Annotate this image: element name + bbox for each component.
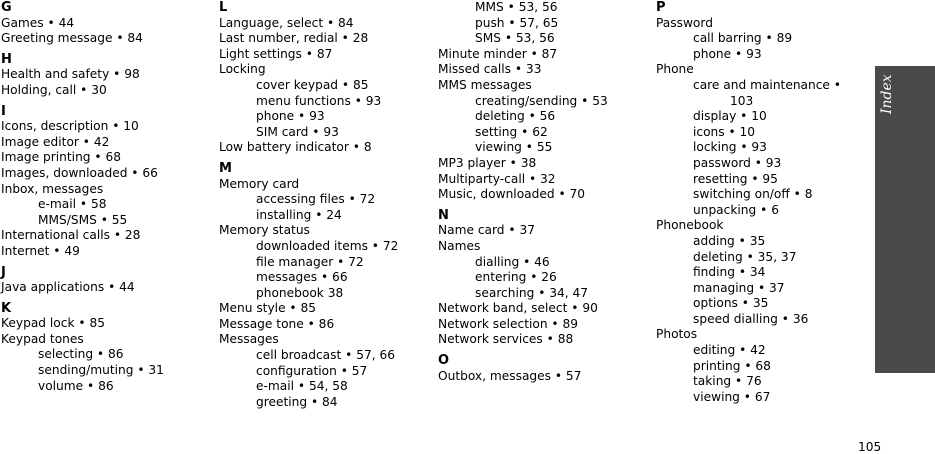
index-subentry: finding • 34	[693, 265, 766, 280]
index-subentry: greeting • 84	[256, 394, 338, 409]
index-entry: MMS messages	[438, 77, 532, 92]
index-entry: Images, downloaded • 66	[1, 165, 158, 180]
index-entry: Message tone • 86	[219, 316, 335, 331]
index-entry: Phonebook	[656, 218, 724, 233]
index-entry: Missed calls • 33	[438, 62, 542, 77]
index-subentry: managing • 37	[693, 280, 785, 295]
index-subentry: printing • 68	[693, 358, 771, 373]
index-entry: International calls • 28	[1, 228, 141, 243]
index-entry: Outbox, messages • 57	[438, 368, 582, 383]
index-entry: Icons, description • 10	[1, 119, 139, 134]
index-subentry: cover keypad • 85	[256, 77, 369, 92]
index-entry: Holding, call • 30	[1, 82, 107, 97]
index-entry: Menu style • 85	[219, 301, 317, 316]
index-subentry: e-mail • 54, 58	[256, 379, 348, 394]
index-subentry: deleting • 35, 37	[693, 249, 797, 264]
index-subentry: phonebook 38	[256, 285, 344, 300]
index-subentry: call barring • 89	[693, 31, 793, 46]
index-subentry: deleting • 56	[475, 109, 556, 124]
index-entry: Minute minder • 87	[438, 46, 558, 61]
index-entry: Last number, redial • 28	[219, 31, 369, 46]
index-subentry: resetting • 95	[693, 171, 778, 186]
index-subentry: dialling • 46	[475, 254, 550, 269]
index-subentry: MMS • 53, 56	[475, 0, 558, 14]
index-subentry: viewing • 55	[475, 140, 553, 155]
index-entry: Light settings • 87	[219, 46, 333, 61]
index-entry: Greeting message • 84	[1, 31, 143, 46]
index-subentry: entering • 26	[475, 270, 557, 285]
index-subentry: selecting • 86	[38, 347, 124, 362]
side-tab-label: Index	[879, 74, 895, 114]
index-entry: Phone	[656, 62, 694, 77]
index-subentry: volume • 86	[38, 378, 114, 393]
index-subentry: file manager • 72	[256, 254, 364, 269]
index-entry: MP3 player • 38	[438, 155, 537, 170]
index-letter-heading: H	[1, 51, 12, 67]
index-subentry: push • 57, 65	[475, 15, 559, 30]
index-subentry: messages • 66	[256, 270, 348, 285]
index-subentry: searching • 34, 47	[475, 285, 589, 300]
index-entry: Image editor • 42	[1, 134, 110, 149]
index-subentry: icons • 10	[693, 124, 756, 139]
index-entry: Music, downloaded • 70	[438, 187, 586, 202]
index-entry: Photos	[656, 327, 698, 342]
index-subentry: password • 93	[693, 155, 782, 170]
index-subentry: e-mail • 58	[38, 197, 107, 212]
index-entry: Name card • 37	[438, 223, 535, 238]
index-subentry: unpacking • 6	[693, 202, 779, 217]
index-subentry: downloaded items • 72	[256, 238, 399, 253]
index-subentry: phone • 93	[256, 109, 325, 124]
index-letter-heading: P	[656, 0, 666, 15]
index-entry: Low battery indicator • 8	[219, 140, 372, 155]
index-subentry: SMS • 53, 56	[475, 31, 555, 46]
index-subentry: taking • 76	[693, 374, 762, 389]
index-entry: Keypad tones	[1, 331, 84, 346]
index-entry: Network band, select • 90	[438, 301, 598, 316]
index-subentry: display • 10	[693, 109, 767, 124]
index-entry: Games • 44	[1, 15, 75, 30]
index-letter-heading: G	[1, 0, 12, 15]
index-letter-heading: J	[1, 264, 6, 280]
index-entry: Network services • 88	[438, 332, 574, 347]
index-subentry: SIM card • 93	[256, 124, 339, 139]
index-subentry: installing • 24	[256, 207, 342, 222]
index-entry: Network selection • 89	[438, 316, 578, 331]
index-letter-heading: O	[438, 353, 450, 369]
index-subentry: MMS/SMS • 55	[38, 212, 128, 227]
index-entry: Password	[656, 15, 713, 30]
index-subentry: options • 35	[693, 296, 769, 311]
index-entry: Language, select • 84	[219, 15, 354, 30]
index-column-2	[219, 0, 431, 410]
index-subentry: editing • 42	[693, 343, 766, 358]
index-letter-heading: L	[219, 0, 228, 15]
index-subentry: phone • 93	[693, 46, 762, 61]
index-subentry: sending/muting • 31	[38, 363, 164, 378]
index-subentry: cell broadcast • 57, 66	[256, 348, 395, 363]
index-subentry: locking • 93	[693, 140, 767, 155]
index-column-4	[656, 0, 856, 405]
page-number: 105	[858, 440, 882, 454]
index-subentry: care and maintenance •	[693, 77, 841, 92]
index-entry: Health and safety • 98	[1, 67, 140, 82]
index-subentry: switching on/off • 8	[693, 187, 813, 202]
index-entry: Multiparty-call • 32	[438, 171, 556, 186]
index-entry: Memory status	[219, 223, 310, 238]
index-entry: Keypad lock • 85	[1, 316, 105, 331]
index-entry: Java applications • 44	[1, 280, 135, 295]
index-subentry: adding • 35	[693, 233, 766, 248]
index-entry: Internet • 49	[1, 243, 80, 258]
index-letter-heading: K	[1, 300, 12, 316]
index-subentry: viewing • 67	[693, 389, 771, 404]
index-entry: Image printing • 68	[1, 150, 121, 165]
index-column-3	[438, 0, 648, 384]
index-subentry: menu functions • 93	[256, 93, 382, 108]
index-subentry: accessing files • 72	[256, 192, 376, 207]
index-subentry: speed dialling • 36	[693, 311, 809, 326]
index-entry: Names	[438, 238, 481, 253]
index-subentry: setting • 62	[475, 124, 548, 139]
index-entry: Memory card	[219, 176, 300, 191]
index-letter-heading: N	[438, 207, 449, 223]
index-entry: Inbox, messages	[1, 181, 104, 196]
index-letter-heading: M	[219, 160, 232, 176]
index-entry: Locking	[219, 62, 266, 77]
index-entry: Messages	[219, 332, 279, 347]
index-letter-heading: I	[1, 103, 6, 119]
index-column-1	[1, 0, 211, 394]
index-subentry: creating/sending • 53	[475, 93, 608, 108]
index-subentry: configuration • 57	[256, 363, 368, 378]
index-subentry-continuation: 103	[730, 93, 754, 108]
